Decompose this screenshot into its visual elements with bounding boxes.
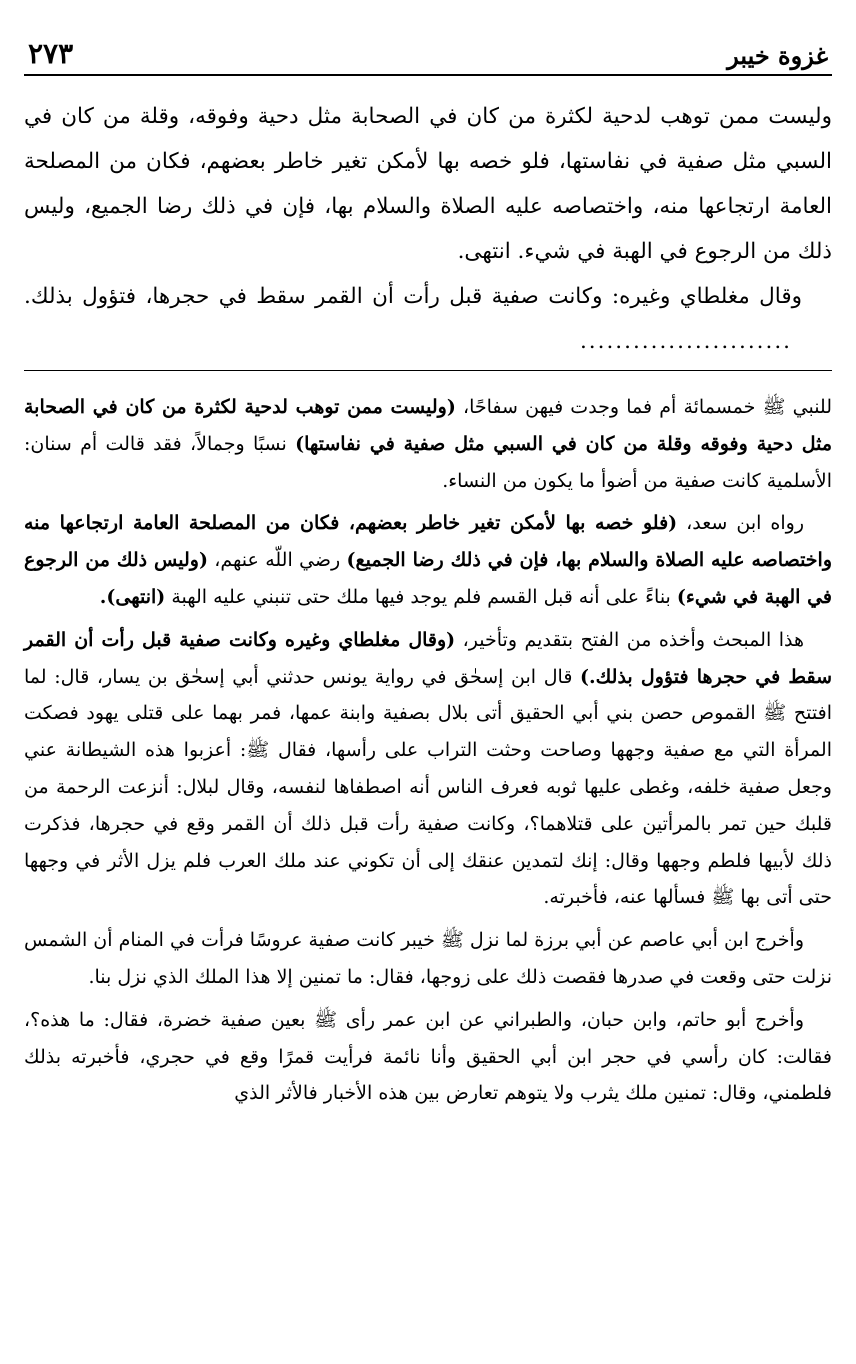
quoted-main-text: (وقال مغلطاي وغيره وكانت صفية قبل رأت أن القمر سقط في حجرها فتؤول بذلك.) — [24, 628, 832, 688]
commentary-paragraph-4: وأخرج ابن أبي عاصم عن أبي برزة لما نزل ﷺ خيبر كانت صفية عروسًا فرأت في المنام أن الشمس نزلت حتى وقعت في صدرها فقصت ذلك على زوجها، فقال: ما تمنين إلا هذا الملك الذي نزل بنا. — [24, 929, 832, 988]
commentary-text-run: بناءً على أنه قبل القسم فلم يوجد فيها ملك حتى تنبني عليه الهبة — [165, 585, 677, 608]
commentary-text — [24, 389, 832, 1112]
commentary-text-run: نسبًا وجمالاً، فقد قالت أم سنان: الأسلمية كانت صفية من أضوأ ما يكون من النساء. — [24, 432, 832, 492]
text-separator-line — [24, 370, 832, 371]
main-text — [24, 94, 832, 364]
commentary-text-run: هذا المبحث وأخذه من الفتح بتقديم وتأخير، — [455, 628, 804, 651]
quoted-main-text: (وليس ذلك من الرجوع في الهبة في شيء) — [24, 549, 832, 608]
commentary-text-run: رواه ابن سعد، — [677, 512, 804, 535]
continuation-dots: ........................ — [579, 329, 792, 354]
quoted-main-text: (انتهى). — [99, 585, 166, 608]
quoted-main-text: (فلو خصه بها لأمكن تغير خاطر بعضهم، فكان من المصلحة العامة ارتجاعها منه واختصاصه عليه الصلاة والسلام بها، فإن في ذلك رضا الجميع) — [24, 512, 833, 572]
main-paragraph-1: وليست ممن توهب لدحية لكثرة من كان في الصحابة مثل دحية وفوقه، وقلة من كان في السبي مثل صفية في نفاستها، فلو خصه بها لأمكن تغير خاطر بعضهم، فكان من المصلحة العامة ارتجاعها منه، واختصاصه عليه الصلاة والسلام بها، فإن في ذلك رضا الجميع، وليس ذلك من الرجوع في الهبة في شيء. انتهى. — [24, 104, 832, 264]
commentary-text-run: رضي اللّه عنهم، — [207, 549, 347, 572]
quoted-main-text: (وليست ممن توهب لدحية لكثرة من كان في الصحابة مثل دحية وفوقه وقلة من كان في السبي مثل صفية في نفاستها) — [24, 396, 832, 455]
commentary-paragraph-2 — [24, 505, 832, 615]
commentary-paragraph-3 — [24, 622, 832, 916]
commentary-paragraph-5: وأخرج أبو حاتم، وابن حبان، والطبراني عن ابن عمر رأى ﷺ بعين صفية خضرة، فقال: ما هذه؟، فقالت: كان رأسي في حجر ابن أبي الحقيق وأنا نائمة فرأيت قمرًا وقع في حجري، فأخبرته بذلك فلطمني، وقال: تمنين ملك يثرب ولا يتوهم تعارض بين هذه الأخبار فالأثر الذي — [24, 1008, 832, 1105]
commentary-paragraph-1 — [24, 389, 832, 499]
running-title: غزوة خيبر — [727, 41, 828, 70]
commentary-text-run: للنبي ﷺ خمسمائة أم فما وجدت فيهن سفاحًا، — [455, 396, 833, 418]
book-page — [24, 30, 832, 1364]
page-number: ٢٧٣ — [28, 37, 74, 70]
commentary-text-run: قال ابن إسحٰق في رواية يونس حدثني أبي إسحٰق بن يسار، قال: لما افتتح ﷺ القموص حصن بني أبي الحقيق أتى بلال بصفية وابنة عمها، فمر بهما على قتلى يهود فصكت المرأة التي مع صفية وجهها وصاحت وحثت التراب على رأسها، فقال ﷺ: أعزبوا هذه الشيطانة عني وجعل صفية خلفه، وغطى عليها ثوبه فعرف الناس أنه اصطفاها لنفسه، وقال لبلال: أنزعت الرحمة من قلبك حين تمر بالمرأتين على قتلاهما؟، وكانت صفية رأت قبل ذلك أن القمر وقع في حجرها، فذكرت ذلك لأبيها فلطم وجهها وقال: إنك لتمدين عنقك إلى أن تكوني عند ملك العرب فلم يزل الأثر في وجهها حتى أتى بها ﷺ فسألها عنه، فأخبرته. — [24, 665, 832, 909]
page-header — [24, 30, 832, 76]
main-paragraph-2-text: وقال مغلطاي وغيره: وكانت صفية قبل رأت أن القمر سقط في حجرها، فتؤول بذلك. — [24, 284, 802, 309]
main-paragraph-2 — [24, 274, 832, 364]
